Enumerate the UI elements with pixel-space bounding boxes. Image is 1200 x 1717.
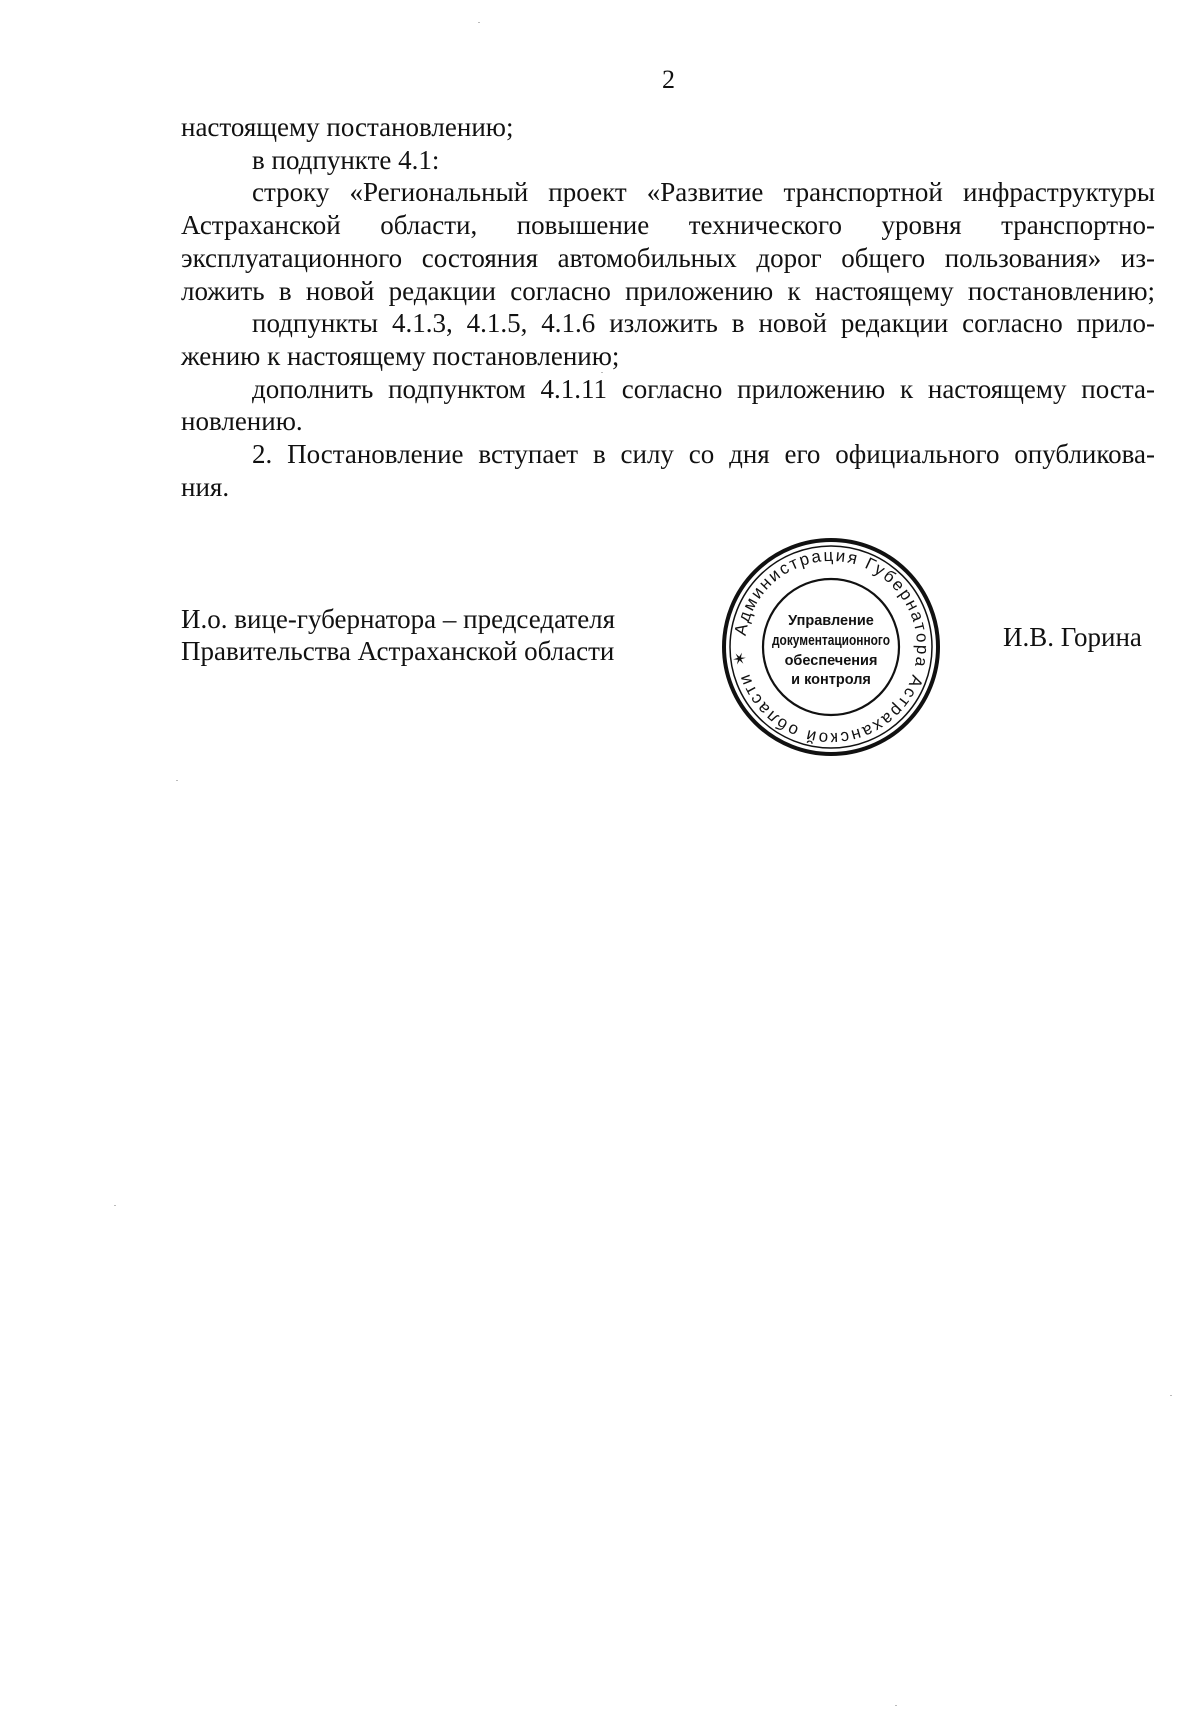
scan-speck xyxy=(1170,1395,1172,1396)
body-line: настоящему постановлению; xyxy=(181,112,514,142)
body-line: жению к настоящему постановлению; xyxy=(181,340,620,371)
scan-speck xyxy=(176,780,178,781)
official-seal xyxy=(721,537,941,757)
seal-ring-text: Администрация Губернатора Астраханской области ✶ xyxy=(729,545,933,749)
seal-inner-line: и контроля xyxy=(791,672,871,688)
scan-speck xyxy=(895,1705,897,1706)
signatory-position-line: И.о. вице-губернатора – председателя xyxy=(181,604,616,634)
body-line: ния. xyxy=(181,471,230,502)
seal-inner-line: Управление xyxy=(788,613,874,629)
seal-inner-line: обеспечения xyxy=(784,653,878,669)
body-line: строку «Региональный проект «Развитие транспортной инфраструктуры xyxy=(252,177,1155,208)
signatory-position-line: Правительства Астраханской области xyxy=(181,636,615,666)
body-line: подпункты 4.1.3, 4.1.5, 4.1.6 изложить в новой редакции согласно прило- xyxy=(252,308,1155,339)
body-line: Астраханской области, повышение технического уровня транспортно- xyxy=(181,210,1155,241)
body-line: в подпункте 4.1: xyxy=(252,144,440,175)
page-number: 2 xyxy=(662,65,675,94)
body-line: дополнить подпунктом 4.1.11 согласно приложению к настоящему поста- xyxy=(252,373,1155,404)
body-line: эксплуатационного состояния автомобильных дорог общего пользования» из- xyxy=(181,242,1155,273)
body-line: ложить в новой редакции согласно приложению к настоящему постановлению; xyxy=(181,275,1155,306)
scan-speck xyxy=(114,1205,116,1206)
body-line: 2. Постановление вступает в силу со дня его официального опубликова- xyxy=(252,439,1155,470)
seal-stamp-icon xyxy=(721,537,941,757)
scan-speck xyxy=(601,372,603,373)
body-line: новлению. xyxy=(181,406,303,437)
signatory-name: И.В. Горина xyxy=(1003,622,1142,652)
scan-speck xyxy=(478,22,480,23)
seal-inner-line: документационного xyxy=(772,633,891,649)
document-body xyxy=(181,111,1155,503)
signatory-position xyxy=(181,603,681,667)
